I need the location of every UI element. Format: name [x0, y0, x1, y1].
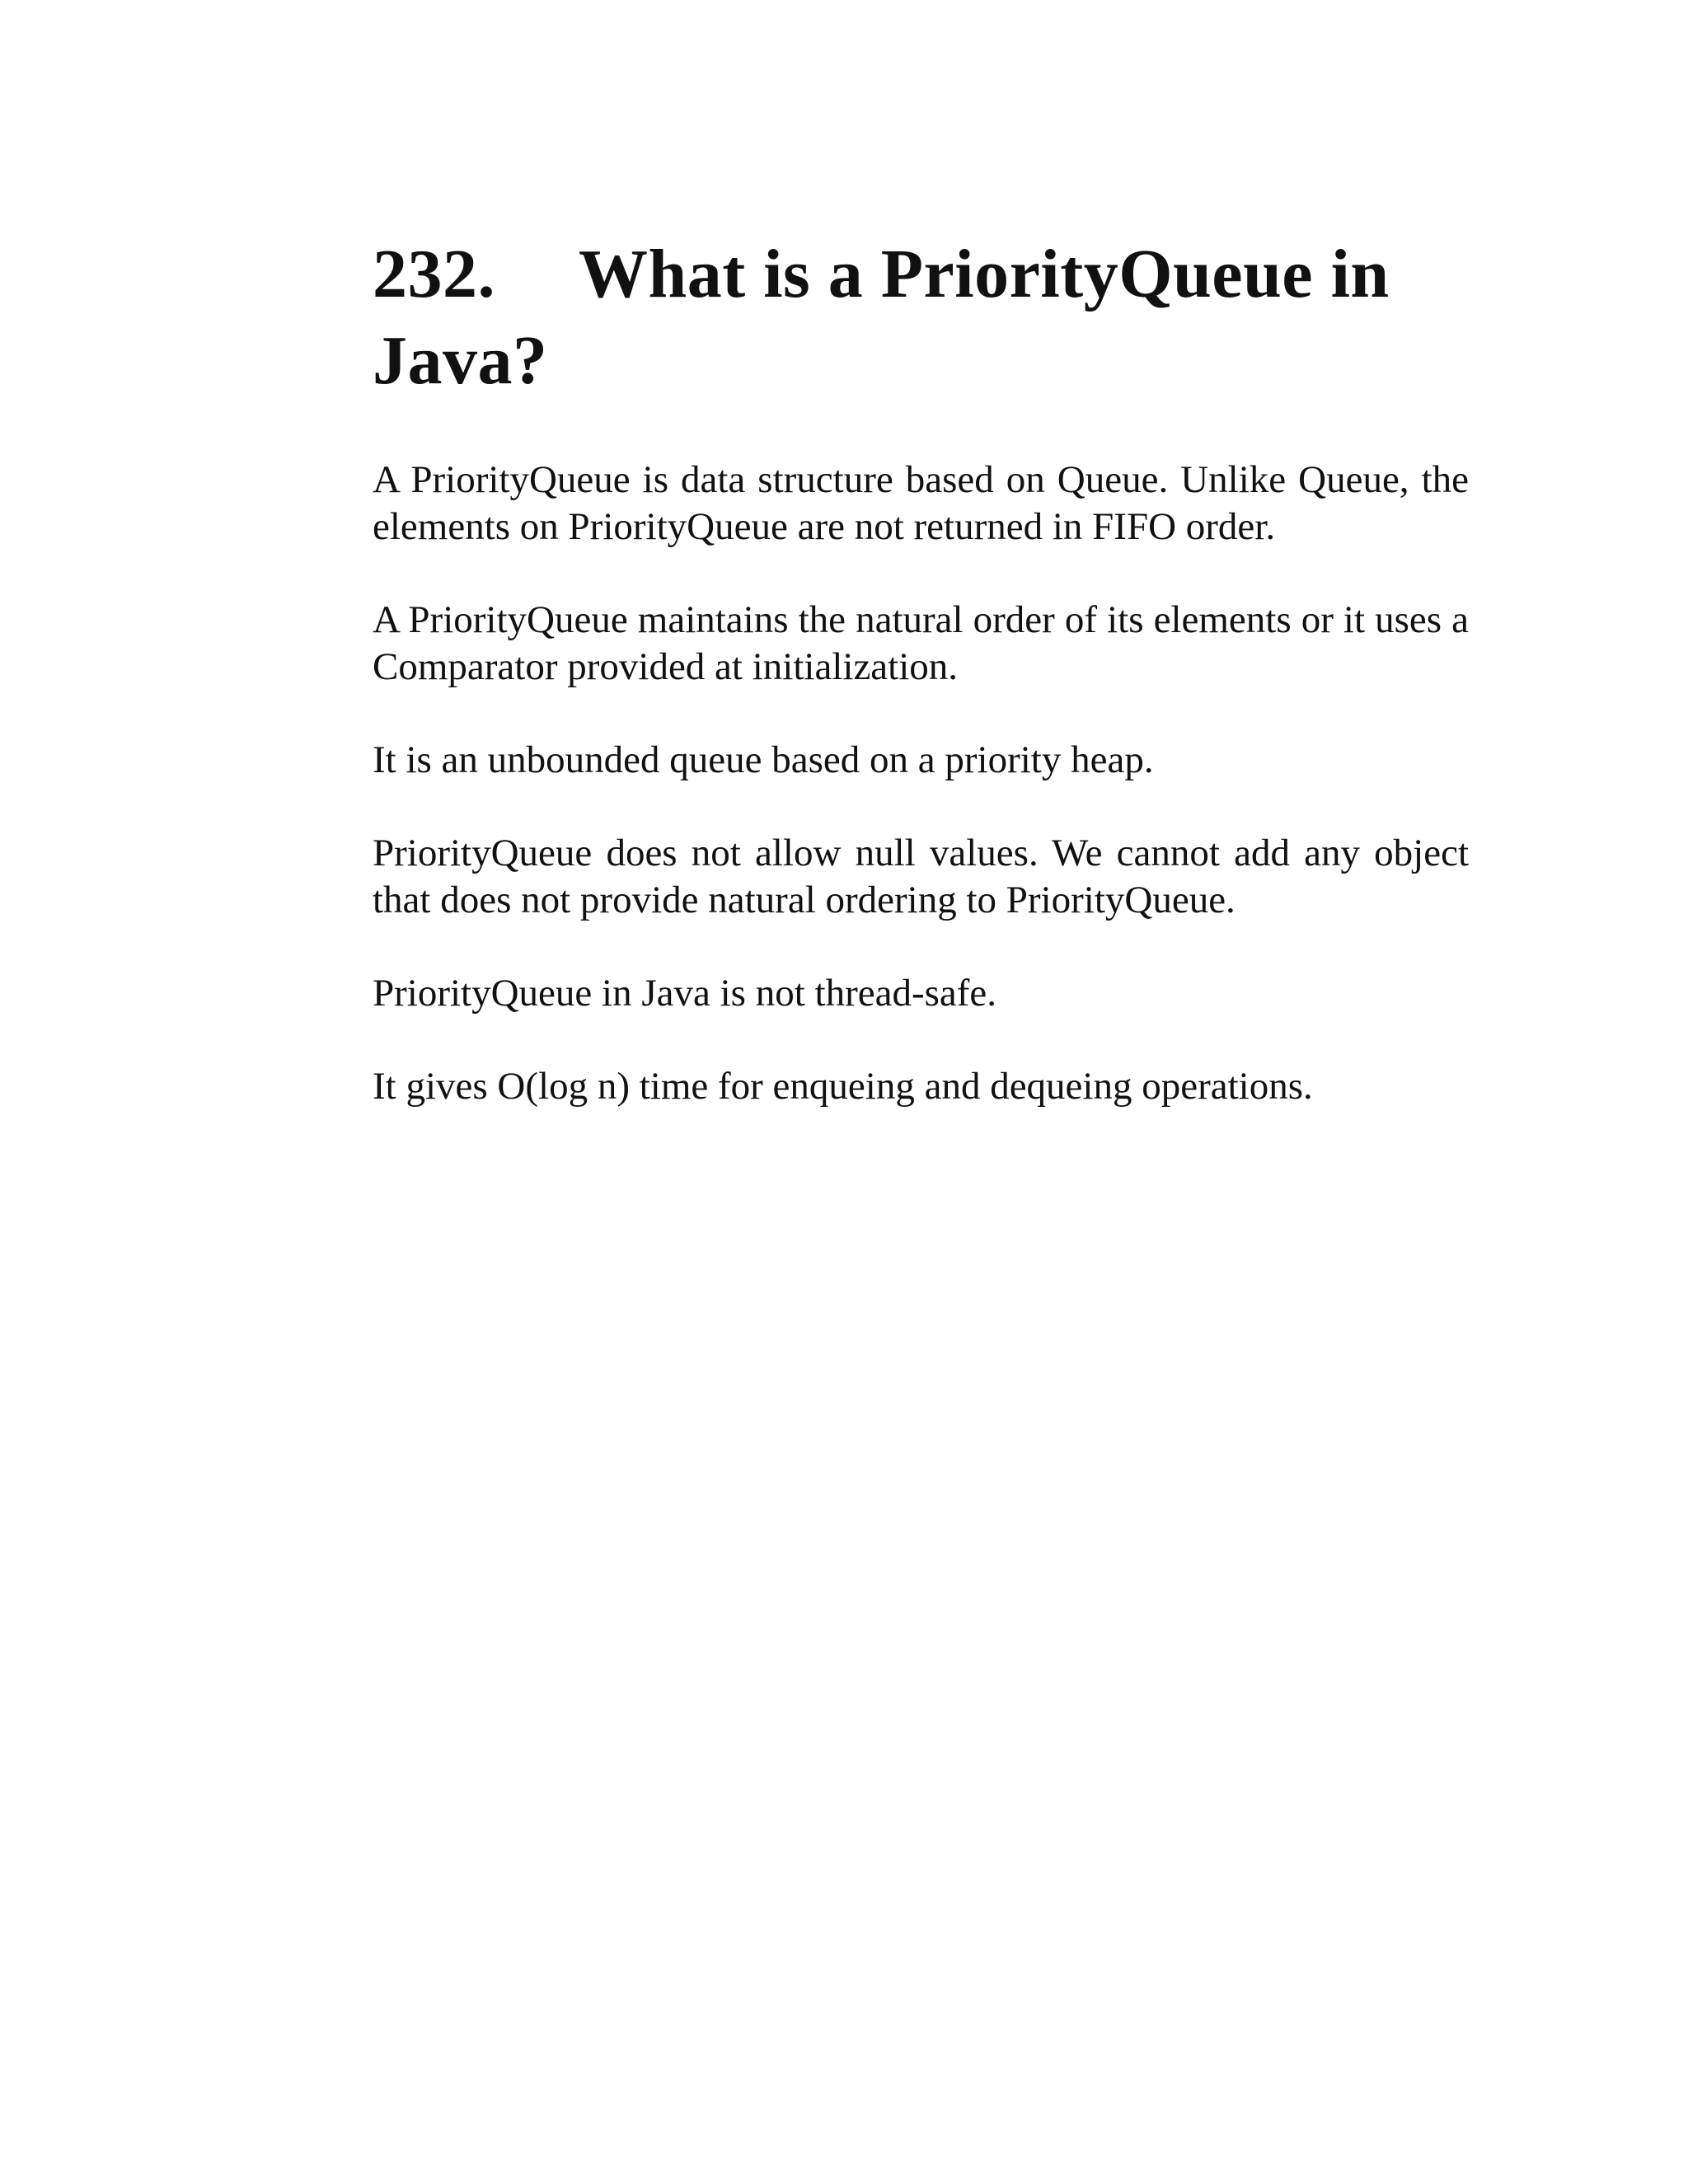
- answer-paragraph: PriorityQueue does not allow null values. We cannot add any object that does not provide natural ordering to PriorityQueue.: [373, 832, 1469, 921]
- question-heading: [373, 231, 1469, 404]
- answer-paragraph: PriorityQueue in Java is not thread-safe.: [373, 972, 997, 1015]
- answer-paragraph: It gives O(log n) time for enqueing and dequeing operations.: [373, 1065, 1313, 1108]
- page-content: [373, 231, 1469, 1156]
- question-number: 232.: [373, 236, 495, 312]
- answer-paragraph: A PriorityQueue is data structure based on Queue. Unlike Queue, the elements on PriorityQueue are not returned in FIFO order.: [373, 458, 1469, 548]
- answer-paragraph: A PriorityQueue maintains the natural order of its elements or it uses a Comparator provided at initialization.: [373, 598, 1469, 688]
- answer-paragraph: It is an unbounded queue based on a priority heap.: [373, 738, 1154, 781]
- answer-body: [373, 457, 1469, 1110]
- question-title: What is a PriorityQueue in Java?: [373, 236, 1390, 399]
